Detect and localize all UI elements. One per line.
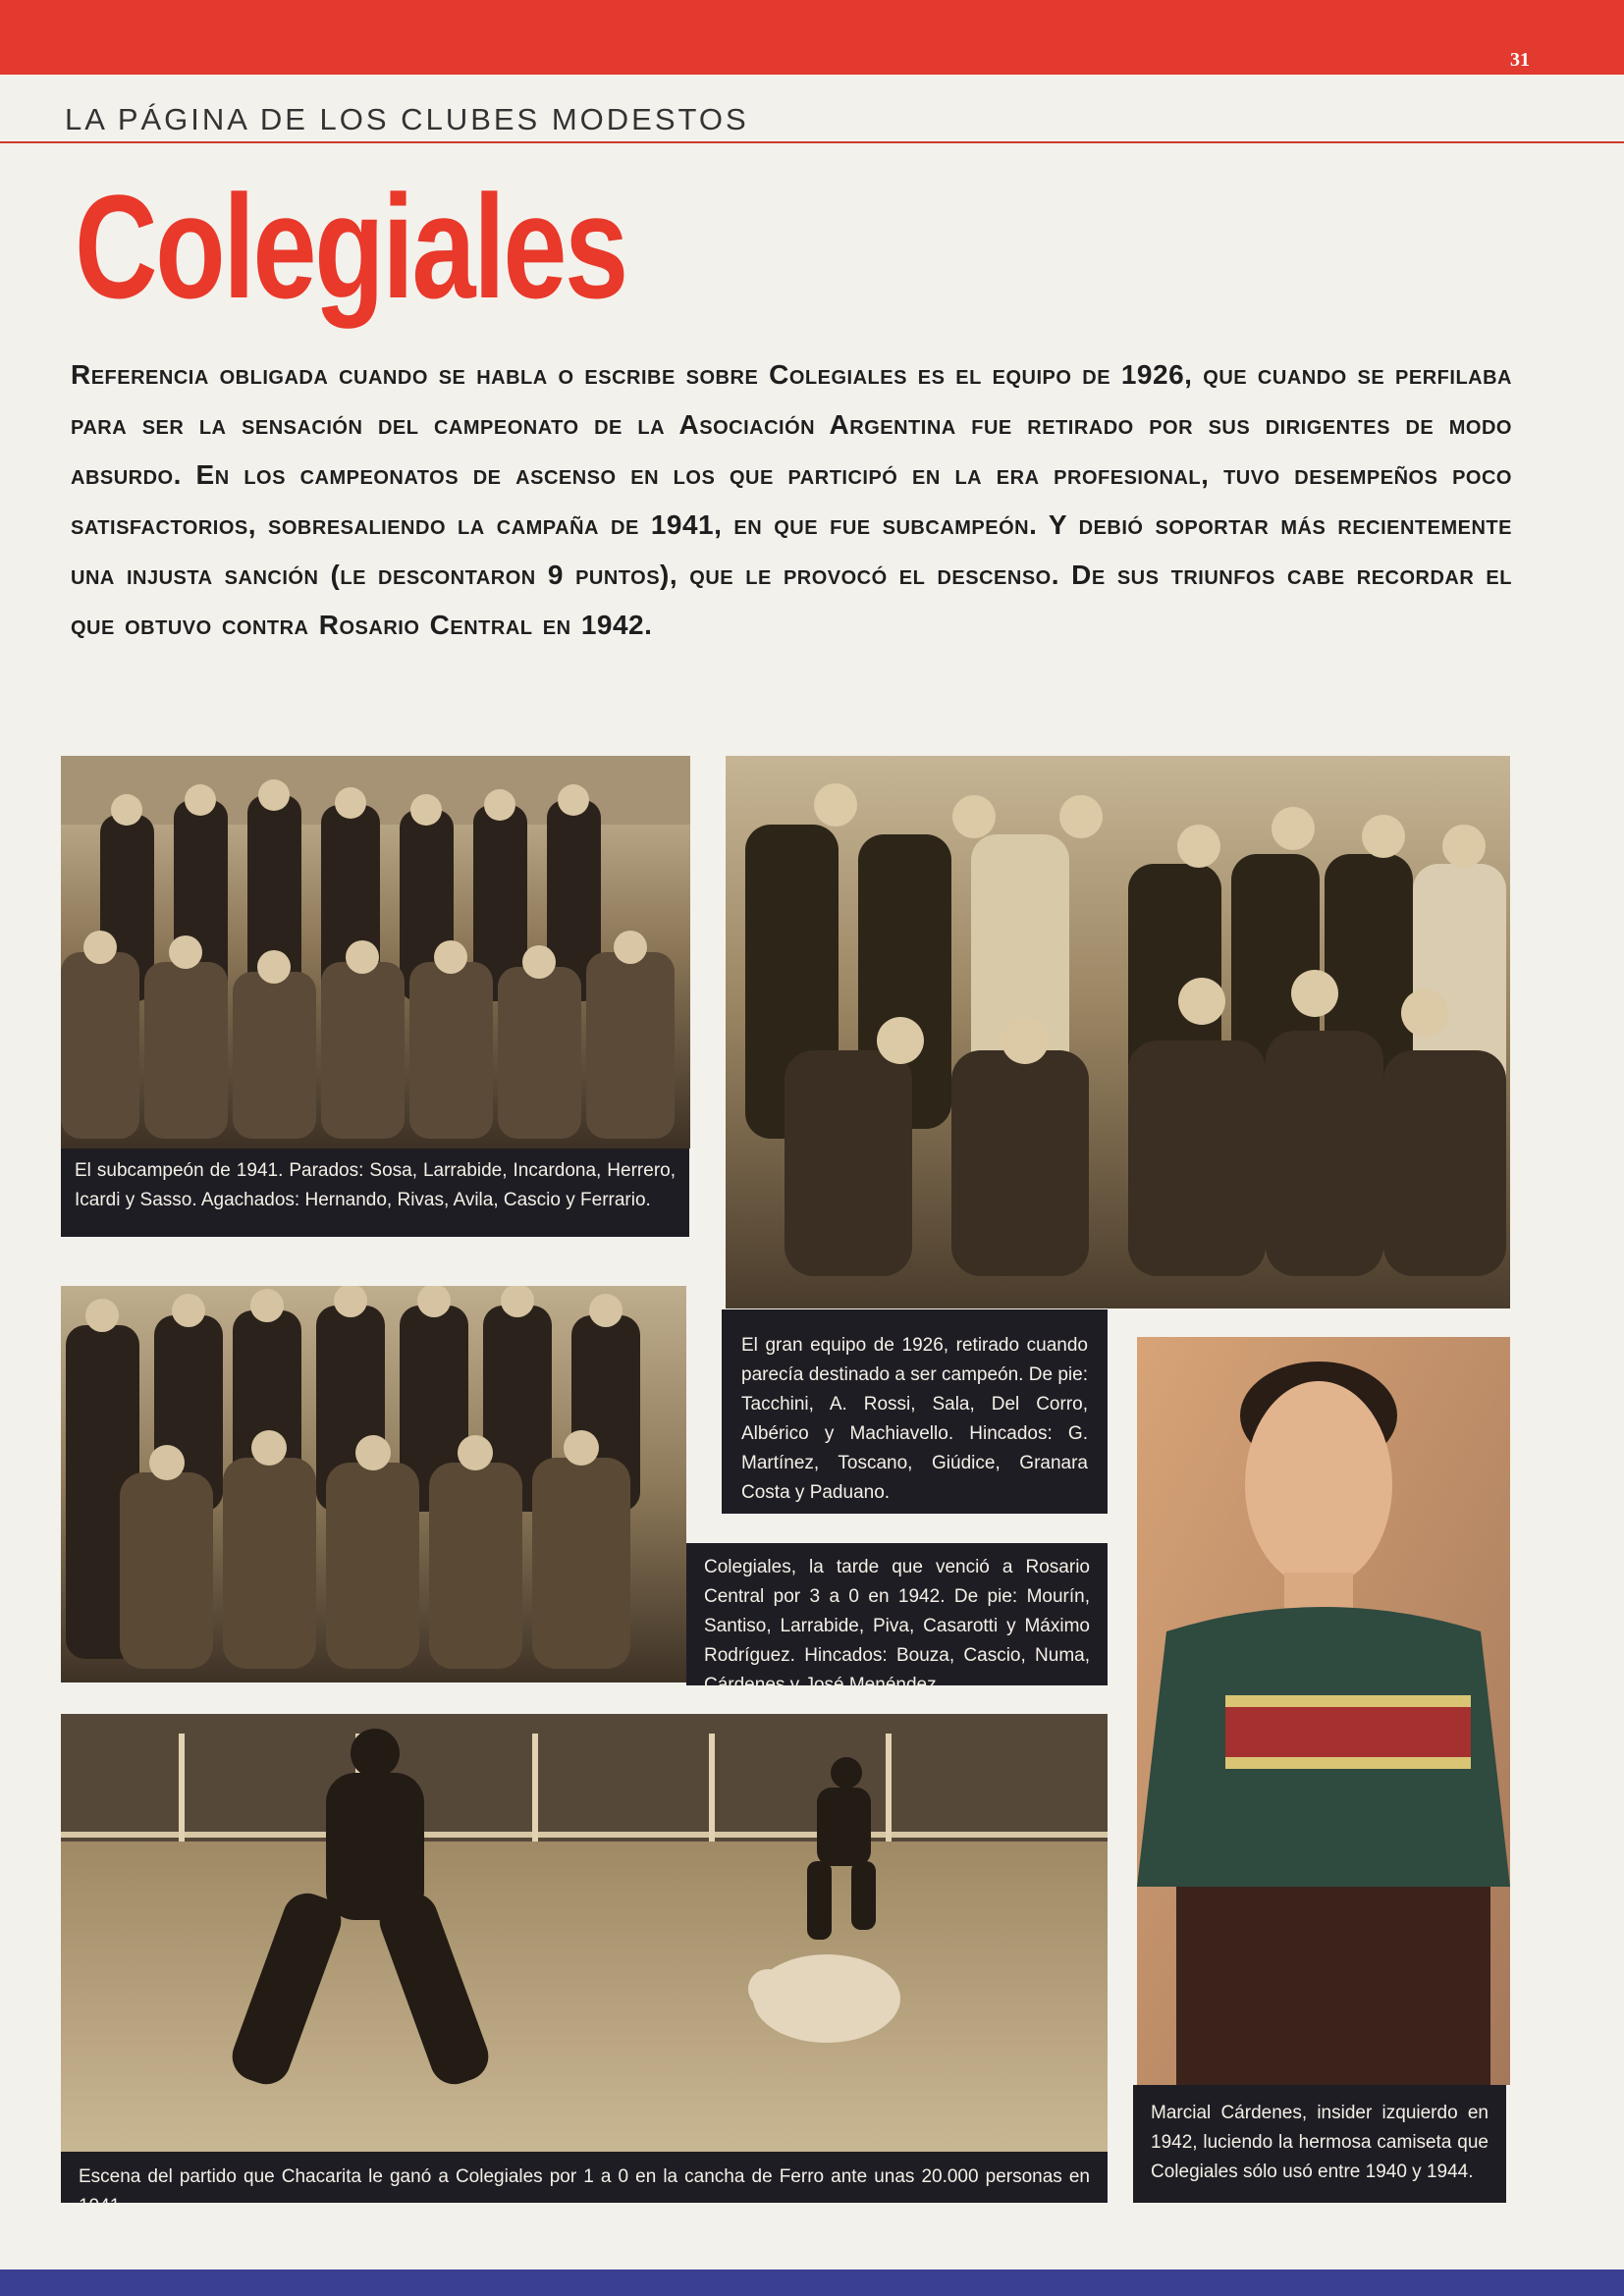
cardenes-caption: Marcial Cárdenes, insider izquierdo en 1942, luciendo la hermosa camiseta que Colegiales sólo usó entre 1940 y 1944. [1133, 2085, 1506, 2203]
page-number: 31 [1510, 49, 1530, 71]
team-1941-photo [61, 756, 690, 1148]
article-title: Colegiales [75, 164, 626, 329]
section-title: LA PÁGINA DE LOS CLUBES MODESTOS [65, 102, 749, 136]
cardenes-photo [1137, 1337, 1510, 2085]
bottom-blue-band [0, 2269, 1624, 2296]
team-1926-photo [726, 756, 1510, 1308]
section-divider [0, 141, 1624, 143]
team-1942-caption: Colegiales, la tarde que venció a Rosario Central por 3 a 0 en 1942. De pie: Mourín, Santiso, Larrabide, Piva, Casarotti y Máximo Rodríguez. Hincados: Bouza, Cascio, Numa, Cárdenes y José Menéndez. [686, 1543, 1108, 1685]
team-1941-caption: El subcampeón de 1941. Parados: Sosa, Larrabide, Incardona, Herrero, Icardi y Sasso. Agachados: Hernando, Rivas, Avila, Cascio y Ferrario. [61, 1148, 689, 1237]
team-1926-caption: El gran equipo de 1926, retirado cuando parecía destinado a ser campeón. De pie: Tacchini, A. Rossi, Sala, Del Corro, Albérico y Machiavello. Hincados: G. Martínez, Toscano, Giúdice, Granara Costa y Paduano. [722, 1309, 1108, 1514]
top-red-band [0, 0, 1624, 75]
match-scene-photo [61, 1714, 1108, 2152]
article-intro: Referencia obligada cuando se habla o escribe sobre Colegiales es el equipo de 1926, que cuando se perfilaba para ser la sensación del campeonato de la Asociación Argentina fue retirado por sus dirigentes de modo absurdo. En los campeonatos de ascenso en los que participó en la era profesional, tuvo desempeños poco satisfactorios, sobresaliendo la campaña de 1941, en que fue subcampeón. Y debió soportar más recientemente una injusta sanción (le descontaron 9 puntos), que le provocó el descenso. De sus triunfos cabe recordar el que obtuvo contra Rosario Central en 1942. [71, 359, 1512, 640]
team-1942-photo [61, 1286, 686, 1682]
match-scene-caption: Escena del partido que Chacarita le ganó a Colegiales por 1 a 0 en la cancha de Ferro ante unas 20.000 personas en 1941. [61, 2152, 1108, 2203]
